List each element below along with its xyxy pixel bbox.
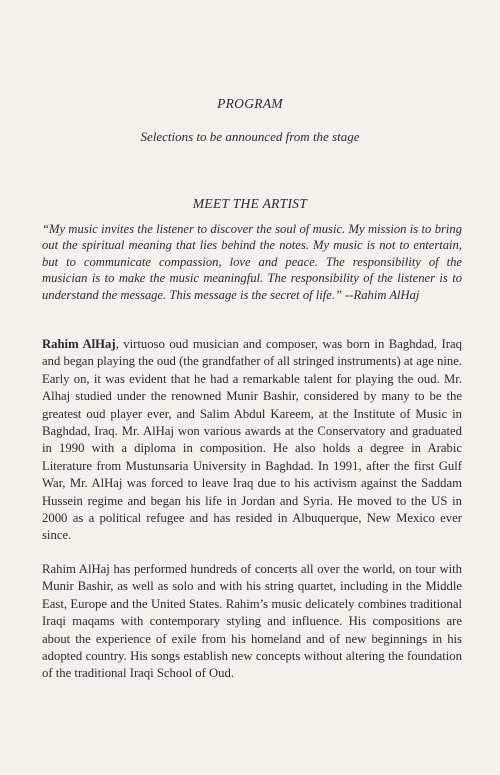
artist-bio-performances: Rahim AlHaj has performed hundreds of concerts all over the world, on tour with Munir Bashir, as well as solo and with his string quartet, including in the Middle East, Europe and the United States. Rahim’s music delicately combines traditional Iraqi maqams with contemporary styling and influence. His compositions are about the experience of exile from his homeland and of new beginnings in his adopted country. His songs establish new concepts without altering the foundation of the traditional Iraqi School of Oud.: [42, 562, 462, 681]
program-heading: PROGRAM: [217, 96, 283, 111]
meet-the-artist-heading: MEET THE ARTIST: [192, 196, 308, 211]
artist-bio-text: , virtuoso oud musician and composer, was born in Baghdad, Iraq and began playing the oud (the grandfather of all stringed instruments) at age nine. Early on, it was evident that he had a remarkable talent for playing the oud. Mr. Alhaj studied under the renowned Munir Bashir, considered by many to be the greatest oud player ever, and Salim Abdul Kareem, at the Institute of Music in Baghdad, Iraq. Mr. AlHaj won various awards at the Conservatory and graduated in 1990 with a diploma in composition. He also holds a degree in Arabic Literature from Mustunsaria University in Baghdad. In 1991, after the first Gulf War, Mr. AlHaj was forced to leave Iraq due to his activism against the Saddam Hussein regime and began his life in Jordan and Syria. He moved to the US in 2000 as a political refugee and has resided in Albuquerque, New Mexico ever since.: [42, 337, 462, 543]
artist-quote: “My music invites the listener to discover the soul of music. My mission is to bring out the spiritual meaning that lies behind the notes. My music is not to entertain, but to communicate compassion, love and peace. The responsibility of the musician is to make the music meaningful. The responsibility of the listener is to understand the message. This message is the secret of life.” --Rahim AlHaj: [42, 222, 462, 302]
artist-bio: [42, 336, 462, 545]
program-subtitle: Selections to be announced from the stage: [140, 129, 360, 144]
artist-name: Rahim AlHaj: [42, 337, 116, 351]
